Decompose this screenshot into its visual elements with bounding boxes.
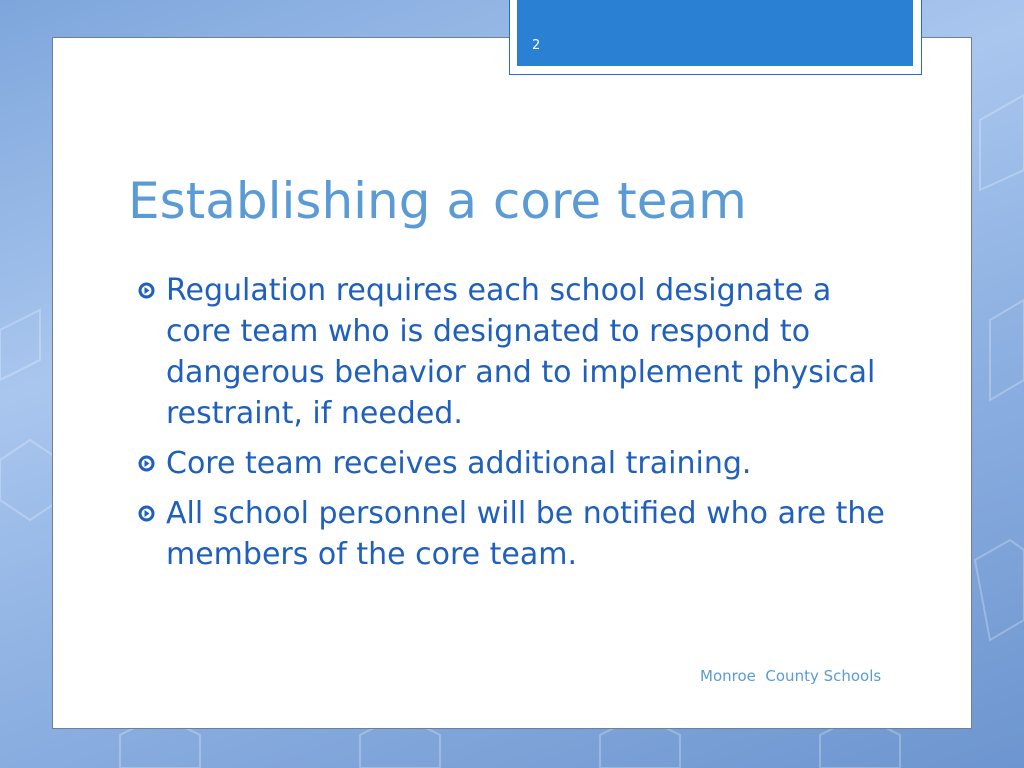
slide-footer: Monroe County Schools <box>700 667 882 685</box>
bullet-item <box>138 270 898 434</box>
bullet-text: Core team receives additional training. <box>166 446 752 481</box>
bullet-text: Regulation requires each school designate a core team who is designated to respond to dangerous behavior and to implement physical restraint, if needed. <box>166 273 876 431</box>
slide-title: Establishing a core team <box>128 172 747 230</box>
hollow-circle-arrow-icon <box>138 505 155 522</box>
slide-number: 2 <box>532 38 541 53</box>
bullet-item <box>138 443 898 484</box>
hollow-circle-arrow-icon <box>138 455 155 472</box>
bullet-item <box>138 493 898 575</box>
slide-number-tab <box>517 0 913 66</box>
bullet-text: All school personnel will be notified who are the members of the core team. <box>166 496 885 572</box>
bullet-list <box>138 270 898 584</box>
hollow-circle-arrow-icon <box>138 282 155 299</box>
